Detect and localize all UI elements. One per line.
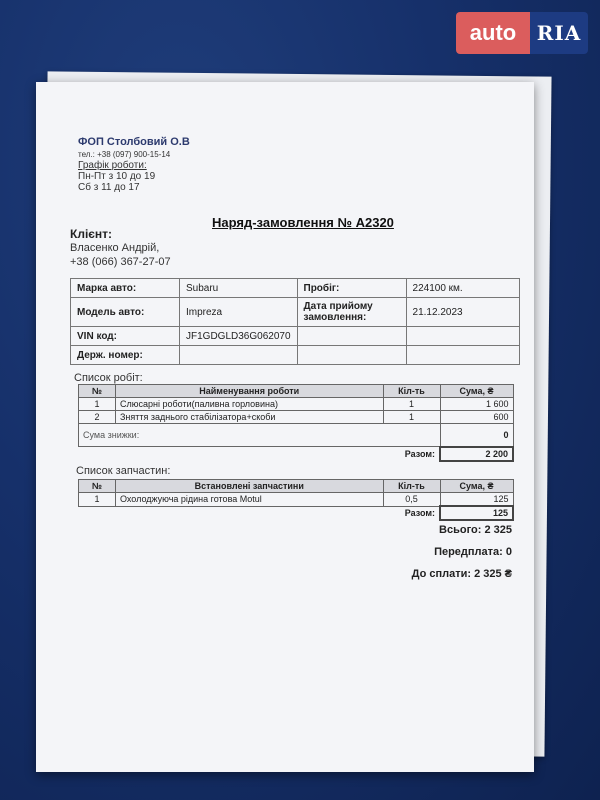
summary-prepaid: Передплата: 0 — [434, 546, 512, 558]
make-value: Subaru — [180, 279, 298, 298]
mileage-value: 224100 км. — [406, 279, 519, 298]
car-row-plate — [71, 346, 520, 365]
client-phone: +38 (066) 367-27-07 — [70, 256, 171, 268]
discount-row — [79, 424, 514, 447]
parts-total-label: Разом: — [404, 508, 435, 519]
plate-value — [180, 346, 298, 365]
model-label: Модель авто: — [71, 298, 180, 327]
vin-label: VIN код: — [71, 327, 180, 346]
works-total-row — [79, 447, 514, 461]
model-value: Impreza — [180, 298, 298, 327]
company-phone: тел.: +38 (097) 900-15-14 — [78, 150, 171, 159]
works-total-label: Разом: — [404, 448, 435, 459]
parts-header-sum: Сума, ₴ — [440, 480, 513, 493]
make-label: Марка авто: — [71, 279, 180, 298]
discount-label: Сума знижки: — [79, 424, 441, 447]
client-label: Клієнт: — [70, 227, 113, 241]
schedule-title: Графік роботи: — [78, 160, 147, 171]
empty-cell — [297, 346, 406, 365]
works-header-num: № — [79, 385, 116, 398]
summary-total: Всього: 2 325 — [439, 524, 512, 536]
logo-ria-part: RIA — [530, 12, 588, 54]
schedule-saturday: Сб з 11 до 17 — [78, 182, 140, 193]
date-label: Дата прийому замовлення: — [297, 298, 406, 327]
car-row-vin — [71, 327, 520, 346]
part-sum: 125 — [440, 493, 513, 507]
schedule-weekdays: Пн-Пт з 10 до 19 — [78, 171, 156, 182]
empty-cell — [406, 327, 519, 346]
work-name: Зняття заднього стабілізатора+скоби — [116, 411, 384, 424]
parts-title: Список запчастин: — [76, 465, 171, 477]
work-sum: 600 — [440, 411, 513, 424]
works-title: Список робіт: — [74, 372, 143, 384]
work-num: 2 — [79, 411, 116, 424]
car-info-table — [70, 278, 520, 365]
table-row — [79, 493, 514, 507]
car-row-make — [71, 279, 520, 298]
part-qty: 0,5 — [383, 493, 440, 507]
works-total-value: 2 200 — [440, 447, 513, 461]
work-num: 1 — [79, 398, 116, 411]
car-row-model — [71, 298, 520, 327]
parts-header-num: № — [79, 480, 116, 493]
work-qty: 1 — [383, 398, 440, 411]
parts-header-name: Встановлені запчастини — [116, 480, 384, 493]
autoria-logo — [456, 12, 588, 54]
parts-header-qty: Кіл-ть — [383, 480, 440, 493]
work-order-document — [36, 82, 534, 772]
company-name: ФОП Столбовий О.В — [78, 136, 190, 148]
parts-table — [78, 479, 514, 521]
order-title: Наряд-замовлення № А2320 — [212, 215, 394, 230]
parts-total-row — [79, 506, 514, 520]
empty-cell — [406, 346, 519, 365]
works-header-row — [79, 385, 514, 398]
plate-label: Держ. номер: — [71, 346, 180, 365]
client-name: Власенко Андрій, — [70, 242, 160, 254]
work-sum: 1 600 — [440, 398, 513, 411]
part-num: 1 — [79, 493, 116, 507]
works-table — [78, 384, 514, 462]
parts-header-row — [79, 480, 514, 493]
logo-auto-part: auto — [456, 12, 530, 54]
work-name: Слюсарні роботи(паливна горловина) — [116, 398, 384, 411]
summary-to-pay: До сплати: 2 325 ₴ — [411, 568, 512, 580]
table-row — [79, 411, 514, 424]
vin-value: JF1GDGLD36G062070 — [180, 327, 298, 346]
parts-total-value: 125 — [440, 506, 513, 520]
discount-value: 0 — [440, 424, 513, 447]
empty-cell — [297, 327, 406, 346]
table-row — [79, 398, 514, 411]
date-value: 21.12.2023 — [406, 298, 519, 327]
works-header-name: Найменування роботи — [116, 385, 384, 398]
mileage-label: Пробіг: — [297, 279, 406, 298]
part-name: Охолоджуюча рідина готова Motul — [116, 493, 384, 507]
work-qty: 1 — [383, 411, 440, 424]
works-header-qty: Кіл-ть — [383, 385, 440, 398]
works-header-sum: Сума, ₴ — [440, 385, 513, 398]
